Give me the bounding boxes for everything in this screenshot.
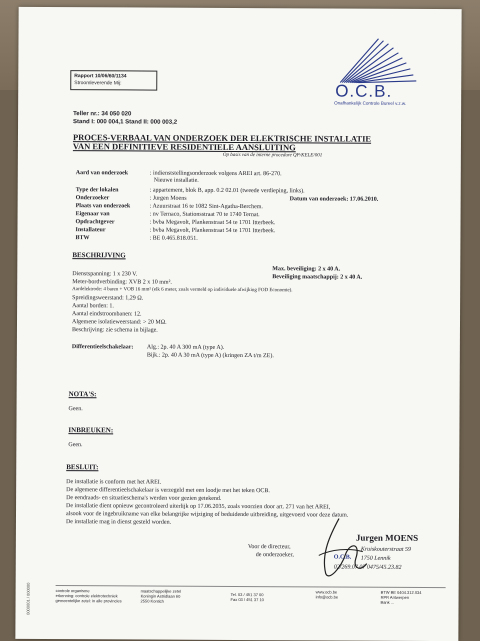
field-value: : appartement, blok B, app. 0.2 02.01 (tweede verdieping, links). (149, 187, 305, 195)
document-title-line2: VAN EEN DEFINITIEVE RESIDENTIELE AANSLUITING (72, 141, 296, 153)
field-value: : nv Ternaco, Stationsstraat 70 te 1740 Ternat. (149, 211, 260, 219)
signature-caption: Voor de directeur, (247, 544, 291, 551)
footer-col3: Tel. 03 / 451 37 00 Fax 03 / 451 37 10 (230, 591, 264, 603)
besluit-line: De algemene differentieelschakelaar is verzegeld met een loodje met het teken OCB. (66, 487, 270, 495)
spec-line: Dienstspanning: 1 x 230 V. (72, 271, 138, 278)
field-value: : Jurgen Moens (149, 195, 187, 202)
spec-line: Spreidingsweerstand: 1,29 Ω. (72, 295, 144, 302)
spec-line: Aantal borden: 1. (72, 303, 114, 310)
footer-col2: maatschappelijke zetel Koningin Astridlaan 60 2550 Kontich (140, 588, 182, 604)
spec-line: Beschrijving: zie schema in bijlage. (71, 327, 158, 334)
ocb-fan-logo-icon (338, 35, 418, 85)
section-heading-notas: NOTA'S: (68, 390, 97, 399)
field-label: BTW (75, 235, 90, 242)
besluit-line: De eendraads- en situatieschema's werden voor gezien getekend. (66, 495, 222, 502)
spec-line: Aantal eindstroombanen: 12. (72, 311, 142, 318)
section-heading-besluit: BESLUIT: (66, 463, 99, 472)
rapport-supplier: Stroomleverende Mij: (74, 80, 122, 87)
field-label: Opdrachtgever (75, 219, 115, 226)
besluit-line: De installatie mag in dienst gesteld worden. (65, 519, 172, 526)
field-value: : Azuurstraat 16 te 1082 Sint-Agatha-Berchem. (149, 203, 263, 211)
field-value: : bvba Megavolt, Plankenstraat 54 te 1701 Itterbeek. (149, 219, 276, 227)
document-title-line1: PROCES-VERBAAL VAN ONDERZOEK DER ELEKTRISCHE INSTALLATIE (72, 132, 372, 144)
stamp-logo: O.C.B. (333, 554, 352, 561)
footer-col1: controle organisme erkenning: controle elektrotechniek gemeentelijke zetel: in alle provincies (55, 588, 122, 604)
field-label: Installateur (75, 227, 106, 234)
field-label: Aard van onderzoek (75, 170, 129, 177)
spec-right-line: Max. beveiliging: 2 x 40 A. (272, 266, 341, 273)
spec-right-line: Beveiliging maatschappij: 2 x 40 A. (272, 274, 363, 281)
besluit-line: De installatie dient opnieuw gecontroleerd uiterlijk op 17.06.2035, zoals voorzien door art. 271 van het AREI, (66, 503, 331, 511)
notas-text: Geen. (68, 406, 83, 413)
rapport-number: Rapport 10/06/60/1134 (74, 73, 127, 80)
field-value: : bvba Megavolt, Plankenstraat 54 te 1701 Itterbeek. (149, 227, 276, 235)
spec-line: Aardelektrode: 4 baren + VOB 16 mm² (elk 6 meter, zoals vermeld op individuele afwijking FOD Economie). (72, 287, 293, 294)
procedure-note: Op basis van de interne procedure QP/KELE/001 (222, 152, 323, 159)
section-heading-inbreuken: INBREUKEN: (68, 426, 114, 435)
diff-line: Alg.: 2p. 40 A 300 mA (type A). (146, 344, 225, 351)
field-label: Onderzoeker (75, 195, 110, 202)
signature-caption: de onderzoeker, (255, 552, 294, 559)
diff-line: Bijk.: 2p. 40 A 30 mA (type A) (kringen ZA t/m ZE). (146, 352, 274, 360)
field-label: Eigenaar van (75, 211, 110, 218)
teller-number: Teller nr.: 34 050 020 (73, 111, 132, 118)
stamp-line: 02/269.07.07 0475/45.23.82 (333, 564, 402, 571)
inspection-date: Datum van onderzoek: 17.06.2010. (289, 196, 379, 203)
footer-col5: BTW BE 0404.312.034 RPR Antwerpen Bank ... (380, 589, 422, 605)
field-value: Nieuwe installatie. (153, 177, 199, 184)
inbreuken-text: Geen. (68, 442, 83, 449)
besluit-line: alsook voor de ingebruikname van elke belangrijke wijziging of beduidende uitbreiding, uitgevoerd voor deze datum. (65, 511, 349, 519)
side-code: 0000001 / 000000 (25, 582, 31, 615)
document-page (15, 7, 461, 641)
spec-line: Algemene isolatieweerstand: > 20 MΩ. (71, 319, 167, 326)
inspector-name: Jurgen MOENS (355, 532, 419, 543)
stamp-line: Kruiskouterstraat 59 (360, 546, 412, 553)
field-label: Type der lokalen (75, 187, 119, 194)
org-logo-text: O.C.B. (335, 81, 393, 101)
org-subtitle: Onafhankelijk Controle Bureel v.z.w. (334, 100, 407, 106)
field-value: : BE 0.465.818.051. (149, 235, 198, 242)
footer-col4: www.ocb.be info@ocb.be (315, 589, 339, 600)
section-heading-beschrijving: BESCHRIJVING (72, 251, 126, 260)
stamp-line: 1750 Lennik (360, 555, 391, 562)
besluit-line: De installatie is conform met het AREI. (66, 479, 162, 486)
diff-label: Differentieelschakelaar: (71, 344, 134, 351)
spec-line: Meter-bordverbinding: XVB 2 x 10 mm². (72, 279, 172, 286)
field-value: : indienststellingsonderzoek volgens AREI art. 86-270. (149, 170, 282, 178)
footer-divider (56, 585, 446, 588)
field-label: Plaats van onderzoek (75, 203, 131, 210)
meter-stand: Stand I: 000 004,1 Stand II: 000 003,2 (73, 119, 178, 126)
